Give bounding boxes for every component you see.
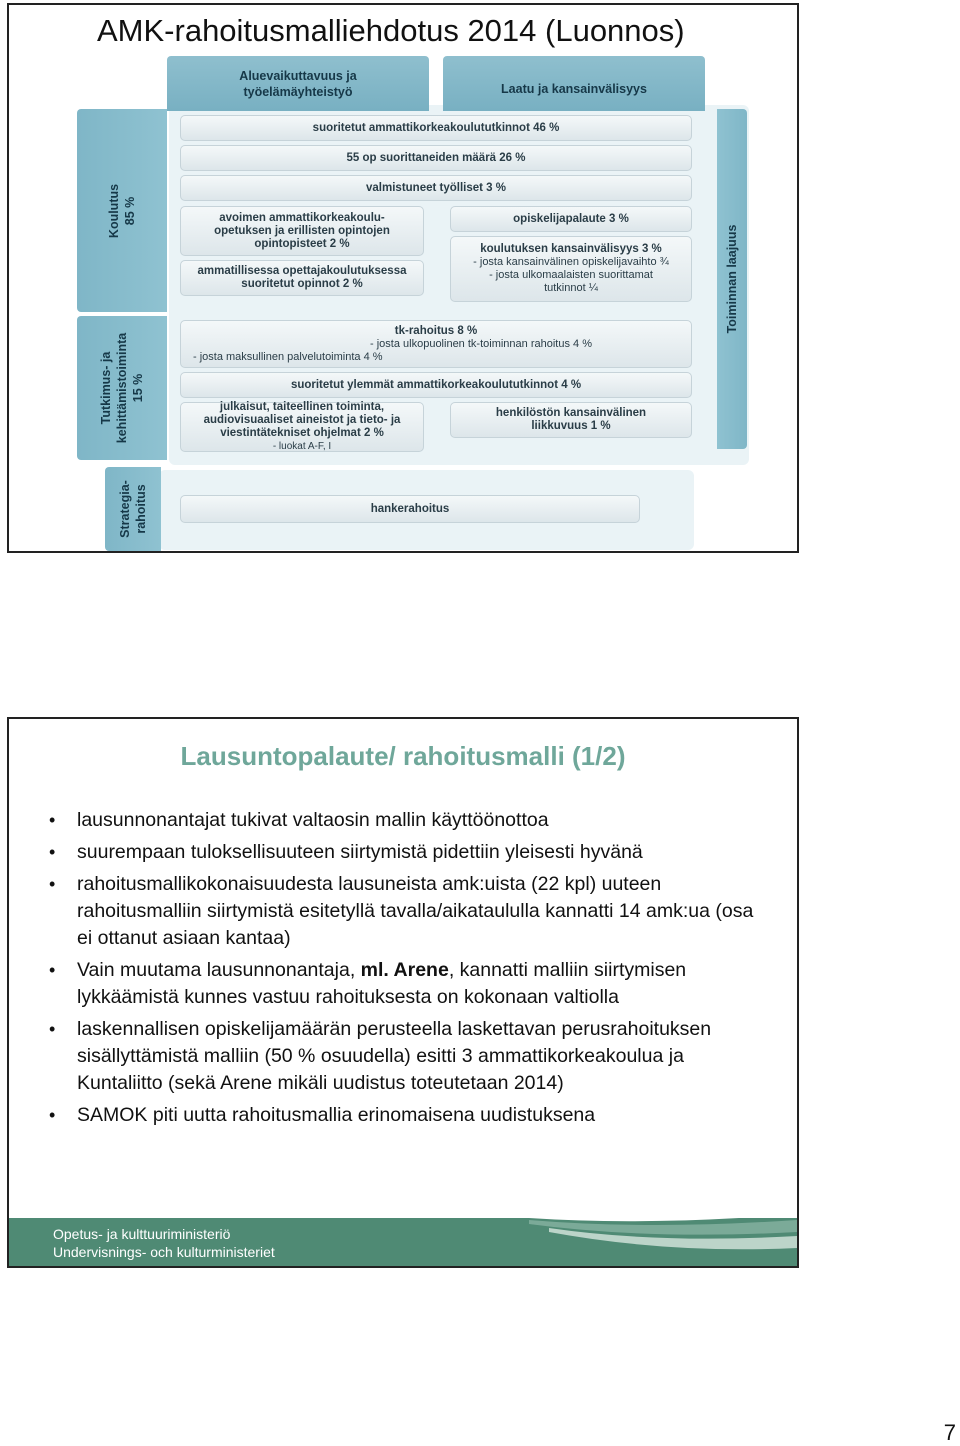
bar-project-funding: hankerahoitus xyxy=(180,495,640,523)
bar-publications xyxy=(180,402,424,452)
side-tab-koulutus xyxy=(77,109,167,312)
staff-mobility-line1: henkilöstön kansainvälinen xyxy=(495,407,647,419)
bar-55-credits: 55 op suorittaneiden määrä 26 % xyxy=(180,145,692,171)
slide-funding-model xyxy=(7,3,799,553)
rd-funding-sub2: - josta maksullinen palvelutoiminta 4 % xyxy=(193,350,383,363)
internationalisation-main: koulutuksen kansainvälisyys 3 % xyxy=(480,243,662,255)
internationalisation-sub3: tutkinnot ¼ xyxy=(544,282,598,294)
internationalisation-sub1: - josta kansainvälinen opiskelijavaihto ¾ xyxy=(473,256,669,268)
koulutus-label: Koulutus xyxy=(107,183,121,238)
list-item: • suurempaan tuloksellisuuteen siirtymistä pidettiin yleisesti hyvänä xyxy=(47,839,767,866)
open-education-line1: avoimen ammattikorkeakoulu- xyxy=(219,211,385,224)
publications-line3: viestintätekniset ohjelmat 2 % xyxy=(220,427,384,439)
bar-open-education xyxy=(180,206,424,256)
tki-label-line1: Tutkimus- ja xyxy=(99,351,113,425)
slide-title: AMK-rahoitusmalliehdotus 2014 (Luonnos) xyxy=(97,13,685,48)
ministry-name-fi: Opetus- ja kulttuuriministeriö xyxy=(53,1226,231,1242)
rd-funding-main: tk-rahoitus 8 % xyxy=(394,324,478,337)
header-left-line2: työelämäyhteistyö xyxy=(243,84,353,99)
internationalisation-sub2: - josta ulkomaalaisten suorittamat xyxy=(489,269,653,281)
list-item: • rahoitusmallikokonaisuudesta lausuneista amk:uista (22 kpl) uuteen rahoitusmalliin siirtymistä esitetyllä tavalla/aikataululla kannatti 14 amk:ua (osa ei ottanut asiaan kantaa) xyxy=(47,871,767,952)
arene-text-pre: Vain muutama lausunnonantaja, xyxy=(77,959,361,981)
feedback-list xyxy=(47,807,767,1134)
header-regional-impact xyxy=(167,56,429,111)
laajuus-label: Toiminnan laajuus xyxy=(725,224,739,334)
strategia-label-line2: rahoitus xyxy=(134,484,148,534)
side-tab-tki xyxy=(77,316,167,460)
bar-rd-funding xyxy=(180,320,692,368)
header-right-label: Laatu ja kansainvälisyys xyxy=(501,81,647,96)
ministry-footer xyxy=(9,1218,797,1266)
publications-line1: julkaisut, taiteellinen toiminta, xyxy=(219,401,385,413)
list-item: • laskennallisen opiskelijamäärän perusteella laskettavan perusrahoituksen sisällyttämistä malliin (50 % osuudella) esitti 3 ammattikorkeakoulua ja Kuntaliitto (sekä Arene mikäli uudistus toteutetaan 2014) xyxy=(47,1016,767,1097)
slide-feedback xyxy=(7,717,799,1268)
side-tab-laajuus xyxy=(717,109,747,449)
tki-label-line2: kehittämistoiminta xyxy=(115,332,129,444)
publications-sub: - luokat A-F, I xyxy=(272,441,332,452)
slide-title: Lausuntopalaute/ rahoitusmalli (1/2) xyxy=(180,741,626,771)
bar-internationalisation xyxy=(450,236,692,302)
arene-text-bold: ml. Arene xyxy=(360,959,449,981)
ministry-name xyxy=(53,1225,275,1261)
bar-staff-mobility xyxy=(450,402,692,438)
bar-student-feedback: opiskelijapalaute 3 % xyxy=(450,206,692,232)
list-item: • lausunnonantajat tukivat valtaosin mallin käyttöönottoa xyxy=(47,807,767,834)
publications-line2: audiovisuaaliset aineistot ja tieto- ja xyxy=(203,414,401,426)
header-quality xyxy=(443,56,705,111)
header-left-line1: Aluevaikuttavuus ja xyxy=(239,68,357,83)
tki-percent: 15 % xyxy=(131,373,145,403)
open-education-line2: opetuksen ja erillisten opintojen xyxy=(214,224,390,237)
bar-teacher-training xyxy=(180,260,424,296)
funding-model-diagram xyxy=(9,5,797,551)
side-tab-strategia xyxy=(105,467,161,551)
strategia-label-line1: Strategia- xyxy=(118,480,132,538)
staff-mobility-line2: liikkuvuus 1 % xyxy=(531,420,611,432)
arene-text-post: , kannatti malliin siirtymisen lykkäämistä kunnes vastuu rahoituksesta on kokonaan valtiolla xyxy=(77,959,687,1008)
koulutus-percent: 85 % xyxy=(123,196,137,225)
open-education-line3: opintopisteet 2 % xyxy=(254,237,350,250)
list-item: • SAMOK piti uutta rahoitusmallia erinomaisena uudistuksena xyxy=(47,1102,767,1129)
ministry-name-sv: Undervisnings- och kulturministeriet xyxy=(53,1244,275,1260)
bar-masters-degrees: suoritetut ylemmät ammattikorkeakoulututkinnot 4 % xyxy=(180,372,692,398)
teacher-training-line1: ammatillisessa opettajakoulutuksessa xyxy=(197,265,407,277)
bar-degrees: suoritetut ammattikorkeakoulututkinnot 46 % xyxy=(180,115,692,141)
page-number: 7 xyxy=(943,1420,956,1445)
rd-funding-sub1: - josta ulkopuolinen tk-toiminnan rahoitus 4 % xyxy=(370,337,592,350)
teacher-training-line2: suoritetut opinnot 2 % xyxy=(241,278,363,290)
bar-employed-graduates: valmistuneet työlliset 3 % xyxy=(180,175,692,201)
list-item xyxy=(47,957,767,1011)
